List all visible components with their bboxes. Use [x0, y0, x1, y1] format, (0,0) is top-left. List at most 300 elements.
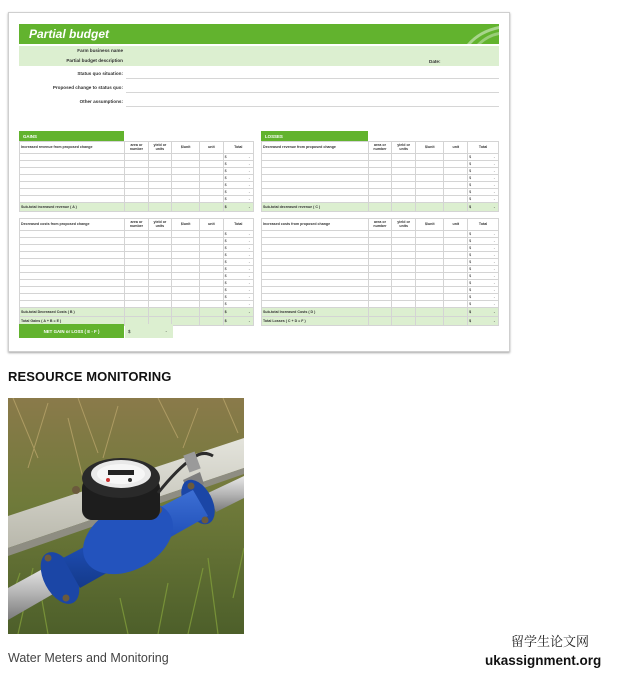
table-cell	[148, 175, 171, 182]
table-row	[262, 168, 499, 175]
table-cell	[262, 182, 369, 189]
table-cell	[200, 161, 223, 168]
table-cell	[148, 287, 171, 294]
table-cell	[200, 154, 223, 161]
table-cell	[392, 252, 416, 259]
table-cell	[368, 266, 392, 273]
table-cell	[262, 168, 369, 175]
table-cell	[125, 168, 148, 175]
total-cell: $ -	[223, 301, 253, 308]
total-cell: $ -	[223, 189, 253, 196]
table-cell	[444, 252, 468, 259]
table-row	[20, 238, 254, 245]
table-cell	[444, 259, 468, 266]
subtotal-label: Sub-total decreased revenue ( C )	[262, 203, 369, 212]
total-cell: $ -	[468, 294, 499, 301]
table-cell	[262, 175, 369, 182]
table-cell	[172, 308, 200, 317]
table-cell	[172, 168, 200, 175]
table-cell	[392, 308, 416, 317]
table-cell	[125, 154, 148, 161]
table-header-row	[262, 219, 499, 231]
table-cell	[125, 203, 148, 212]
total-cell: $ -	[468, 280, 499, 287]
table-cell	[20, 168, 125, 175]
table-cell	[444, 154, 468, 161]
table-row	[262, 175, 499, 182]
table-cell	[20, 175, 125, 182]
table-row	[20, 252, 254, 259]
info-row-value	[126, 46, 499, 56]
table-row	[262, 154, 499, 161]
table-cell	[392, 317, 416, 326]
table-cell	[392, 245, 416, 252]
table-cell	[392, 182, 416, 189]
table-row	[20, 259, 254, 266]
table-cell	[392, 259, 416, 266]
table-cell	[200, 287, 223, 294]
table-cell	[444, 182, 468, 189]
table-cell	[368, 252, 392, 259]
info-row	[19, 56, 499, 66]
decreased-revenue-table	[261, 141, 499, 212]
column-header: $/unit	[416, 142, 444, 154]
table-cell	[416, 266, 444, 273]
table-cell	[172, 317, 200, 326]
table-cell	[262, 238, 369, 245]
total-cell: $ -	[223, 252, 253, 259]
table-cell	[392, 154, 416, 161]
total-cell: $ -	[468, 175, 499, 182]
table-cell	[416, 287, 444, 294]
table-cell	[20, 294, 125, 301]
table-cell	[200, 182, 223, 189]
table-cell	[200, 308, 223, 317]
table-cell	[20, 161, 125, 168]
table-cell	[148, 203, 171, 212]
table-cell	[368, 154, 392, 161]
table-cell	[416, 238, 444, 245]
table-cell	[416, 273, 444, 280]
table-cell	[392, 280, 416, 287]
table-cell	[172, 231, 200, 238]
table-cell	[148, 266, 171, 273]
table-cell	[262, 245, 369, 252]
column-header: area or number	[368, 219, 392, 231]
subtotal-row	[262, 317, 499, 326]
table-cell	[200, 175, 223, 182]
total-cell: $ -	[468, 259, 499, 266]
table-cell	[125, 266, 148, 273]
total-cell: $ -	[468, 252, 499, 259]
table-cell	[20, 252, 125, 259]
table-cell	[444, 161, 468, 168]
column-header: Total	[468, 142, 499, 154]
column-header: area or number	[125, 142, 148, 154]
table-cell	[148, 168, 171, 175]
info-row-value	[126, 97, 499, 107]
watermark-site: ukassignment.org	[485, 653, 602, 668]
table-cell	[20, 238, 125, 245]
table-cell	[392, 231, 416, 238]
table-cell	[416, 245, 444, 252]
table-cell	[200, 294, 223, 301]
info-row-label: Other assumptions:	[79, 99, 123, 104]
table-cell	[172, 238, 200, 245]
table-cell	[172, 266, 200, 273]
table-cell	[20, 154, 125, 161]
table-row	[262, 252, 499, 259]
total-cell: $ -	[223, 238, 253, 245]
subtotal-label: Sub-total Increased Costs ( D )	[262, 308, 369, 317]
table-cell	[444, 317, 468, 326]
table-cell	[172, 287, 200, 294]
losses-header: LOSSES	[261, 131, 368, 141]
info-row-label: Status quo situation:	[77, 71, 123, 76]
table-cell	[444, 287, 468, 294]
table-cell	[172, 182, 200, 189]
table-cell	[172, 154, 200, 161]
partial-budget-image	[8, 12, 510, 352]
table-cell	[368, 196, 392, 203]
table-cell	[200, 317, 223, 326]
table-cell	[148, 252, 171, 259]
total-cell: $ -	[468, 161, 499, 168]
table-cell	[444, 231, 468, 238]
table-cell	[125, 231, 148, 238]
table-cell	[200, 266, 223, 273]
sheet-title: Partial budget	[29, 27, 110, 41]
table-row	[262, 273, 499, 280]
table-cell	[148, 182, 171, 189]
column-header: unit	[444, 142, 468, 154]
table-cell	[200, 231, 223, 238]
subtotal-row	[262, 203, 499, 212]
info-row-value	[126, 69, 499, 79]
total-cell: $ -	[468, 266, 499, 273]
total-cell: $ -	[223, 259, 253, 266]
table-cell	[392, 287, 416, 294]
total-cell: $ -	[223, 161, 253, 168]
table-cell	[20, 182, 125, 189]
table-cell	[368, 238, 392, 245]
table-cell	[262, 231, 369, 238]
table-cell	[392, 266, 416, 273]
table-cell	[125, 273, 148, 280]
column-header: $/unit	[172, 219, 200, 231]
table-cell	[444, 273, 468, 280]
table-cell	[444, 175, 468, 182]
table-row	[20, 154, 254, 161]
table-cell	[262, 161, 369, 168]
net-gain-value: $ -	[125, 324, 173, 338]
table-cell	[368, 317, 392, 326]
photo-caption: Water Meters and Monitoring	[8, 651, 169, 665]
table-cell	[200, 203, 223, 212]
table-cell	[392, 168, 416, 175]
table-row	[20, 231, 254, 238]
table-section-title: Increased costs from proposed change	[262, 219, 369, 231]
increased-revenue-table	[19, 141, 254, 212]
table-cell	[368, 231, 392, 238]
table-row	[262, 196, 499, 203]
table-cell	[262, 280, 369, 287]
total-cell: $ -	[223, 168, 253, 175]
table-section-title: Decreased costs from proposed change	[20, 219, 125, 231]
subtotal-label: Sub-total Decreased Costs ( B )	[20, 308, 125, 317]
table-cell	[368, 280, 392, 287]
table-cell	[20, 231, 125, 238]
table-cell	[444, 280, 468, 287]
table-cell	[416, 231, 444, 238]
total-cell: $ -	[223, 273, 253, 280]
table-row	[20, 168, 254, 175]
table-cell	[444, 308, 468, 317]
table-cell	[444, 196, 468, 203]
total-cell: $ -	[223, 294, 253, 301]
table-cell	[416, 161, 444, 168]
table-cell	[200, 238, 223, 245]
table-cell	[125, 287, 148, 294]
total-cell: $ -	[468, 273, 499, 280]
column-header: unit	[200, 142, 223, 154]
total-cell: $ -	[468, 196, 499, 203]
table-cell	[392, 301, 416, 308]
date-label: Date:	[429, 59, 441, 64]
table-row	[262, 287, 499, 294]
table-cell	[125, 252, 148, 259]
info-row-value	[126, 83, 499, 93]
table-row	[20, 294, 254, 301]
subtotal-value: $ -	[223, 317, 253, 326]
table-cell	[416, 252, 444, 259]
table-cell	[416, 294, 444, 301]
table-cell	[262, 301, 369, 308]
total-cell: $ -	[468, 245, 499, 252]
table-row	[20, 287, 254, 294]
table-row	[262, 231, 499, 238]
table-cell	[368, 161, 392, 168]
table-cell	[444, 245, 468, 252]
table-cell	[125, 259, 148, 266]
table-cell	[172, 196, 200, 203]
table-cell	[416, 196, 444, 203]
table-row	[20, 175, 254, 182]
table-cell	[200, 259, 223, 266]
table-cell	[148, 301, 171, 308]
table-header-row	[20, 142, 254, 154]
table-row	[262, 266, 499, 273]
table-cell	[172, 280, 200, 287]
table-cell	[444, 168, 468, 175]
table-cell	[125, 182, 148, 189]
table-cell	[368, 259, 392, 266]
decreased-costs-table	[19, 218, 254, 326]
subtotal-value: $ -	[223, 308, 253, 317]
table-row	[20, 245, 254, 252]
column-header: $/unit	[172, 142, 200, 154]
column-header: yield or units	[392, 219, 416, 231]
subtotal-value: $ -	[468, 203, 499, 212]
table-cell	[172, 245, 200, 252]
table-cell	[148, 189, 171, 196]
table-cell	[148, 259, 171, 266]
table-cell	[125, 280, 148, 287]
table-row	[20, 266, 254, 273]
table-cell	[148, 294, 171, 301]
info-row	[19, 97, 499, 107]
table-cell	[368, 294, 392, 301]
table-cell	[172, 294, 200, 301]
net-gain-label: NET GAIN or LOSS ( E - F )	[19, 324, 124, 338]
table-section-title: Increased revenue from proposed change	[20, 142, 125, 154]
table-cell	[444, 189, 468, 196]
table-cell	[172, 189, 200, 196]
table-cell	[416, 168, 444, 175]
table-cell	[172, 301, 200, 308]
table-cell	[20, 280, 125, 287]
table-cell	[20, 273, 125, 280]
column-header: yield or units	[392, 142, 416, 154]
table-row	[262, 245, 499, 252]
table-cell	[148, 238, 171, 245]
total-cell: $ -	[223, 280, 253, 287]
table-cell	[444, 203, 468, 212]
table-cell	[392, 203, 416, 212]
table-cell	[148, 280, 171, 287]
table-row	[20, 161, 254, 168]
subtotal-label: Sub-total increased revenue ( A )	[20, 203, 125, 212]
table-cell	[125, 238, 148, 245]
table-section-title: Decreased revenue from proposed change	[262, 142, 369, 154]
total-cell: $ -	[223, 245, 253, 252]
table-cell	[416, 189, 444, 196]
table-cell	[416, 154, 444, 161]
table-cell	[392, 294, 416, 301]
column-header: Total	[468, 219, 499, 231]
table-cell	[148, 308, 171, 317]
table-cell	[262, 287, 369, 294]
table-cell	[416, 317, 444, 326]
table-cell	[392, 161, 416, 168]
table-cell	[416, 308, 444, 317]
table-cell	[20, 287, 125, 294]
table-cell	[20, 189, 125, 196]
subtotal-label: Total Losses ( C + D = F )	[262, 317, 369, 326]
table-cell	[392, 196, 416, 203]
table-cell	[125, 308, 148, 317]
swoosh-logo-icon	[459, 24, 499, 44]
gains-header: GAINS	[19, 131, 124, 141]
table-cell	[148, 154, 171, 161]
table-cell	[444, 238, 468, 245]
column-header: unit	[444, 219, 468, 231]
table-cell	[416, 301, 444, 308]
table-cell	[200, 189, 223, 196]
table-cell	[262, 273, 369, 280]
table-cell	[368, 245, 392, 252]
table-row	[20, 273, 254, 280]
table-cell	[368, 287, 392, 294]
table-cell	[368, 168, 392, 175]
section-heading: RESOURCE MONITORING	[8, 369, 172, 384]
total-cell: $ -	[223, 231, 253, 238]
column-header: area or number	[368, 142, 392, 154]
table-cell	[416, 182, 444, 189]
table-row	[20, 182, 254, 189]
table-cell	[125, 189, 148, 196]
table-cell	[368, 308, 392, 317]
table-cell	[172, 252, 200, 259]
table-row	[20, 301, 254, 308]
table-row	[20, 189, 254, 196]
column-header: yield or units	[148, 219, 171, 231]
info-row-label: Partial budget description	[66, 58, 123, 63]
table-cell	[172, 259, 200, 266]
table-cell	[200, 280, 223, 287]
table-row	[262, 259, 499, 266]
total-cell: $ -	[468, 231, 499, 238]
table-row	[262, 189, 499, 196]
info-row-value	[126, 56, 499, 66]
table-cell	[200, 252, 223, 259]
table-cell	[444, 301, 468, 308]
table-cell	[444, 294, 468, 301]
table-cell	[20, 196, 125, 203]
column-header: yield or units	[148, 142, 171, 154]
table-cell	[416, 203, 444, 212]
table-cell	[262, 252, 369, 259]
total-cell: $ -	[468, 154, 499, 161]
column-header: Total	[223, 142, 253, 154]
column-header: unit	[200, 219, 223, 231]
table-cell	[172, 203, 200, 212]
total-cell: $ -	[468, 287, 499, 294]
table-row	[262, 161, 499, 168]
total-cell: $ -	[223, 266, 253, 273]
subtotal-label: Total Gains ( A + B = E )	[20, 317, 125, 326]
table-cell	[148, 231, 171, 238]
table-cell	[392, 189, 416, 196]
table-cell	[172, 273, 200, 280]
table-cell	[416, 175, 444, 182]
table-cell	[125, 196, 148, 203]
info-row-label: Proposed change to status quo:	[52, 85, 123, 90]
table-row	[262, 238, 499, 245]
table-cell	[368, 189, 392, 196]
table-cell	[20, 266, 125, 273]
table-cell	[416, 259, 444, 266]
table-cell	[416, 280, 444, 287]
table-cell	[444, 266, 468, 273]
table-cell	[125, 294, 148, 301]
subtotal-row	[262, 308, 499, 317]
table-cell	[262, 154, 369, 161]
table-cell	[368, 273, 392, 280]
table-cell	[368, 182, 392, 189]
column-header: $/unit	[416, 219, 444, 231]
table-row	[262, 294, 499, 301]
table-cell	[262, 259, 369, 266]
table-row	[20, 196, 254, 203]
table-cell	[125, 301, 148, 308]
total-cell: $ -	[468, 168, 499, 175]
total-cell: $ -	[468, 238, 499, 245]
total-cell: $ -	[468, 189, 499, 196]
column-header: Total	[223, 219, 253, 231]
total-cell: $ -	[223, 287, 253, 294]
table-cell	[125, 161, 148, 168]
